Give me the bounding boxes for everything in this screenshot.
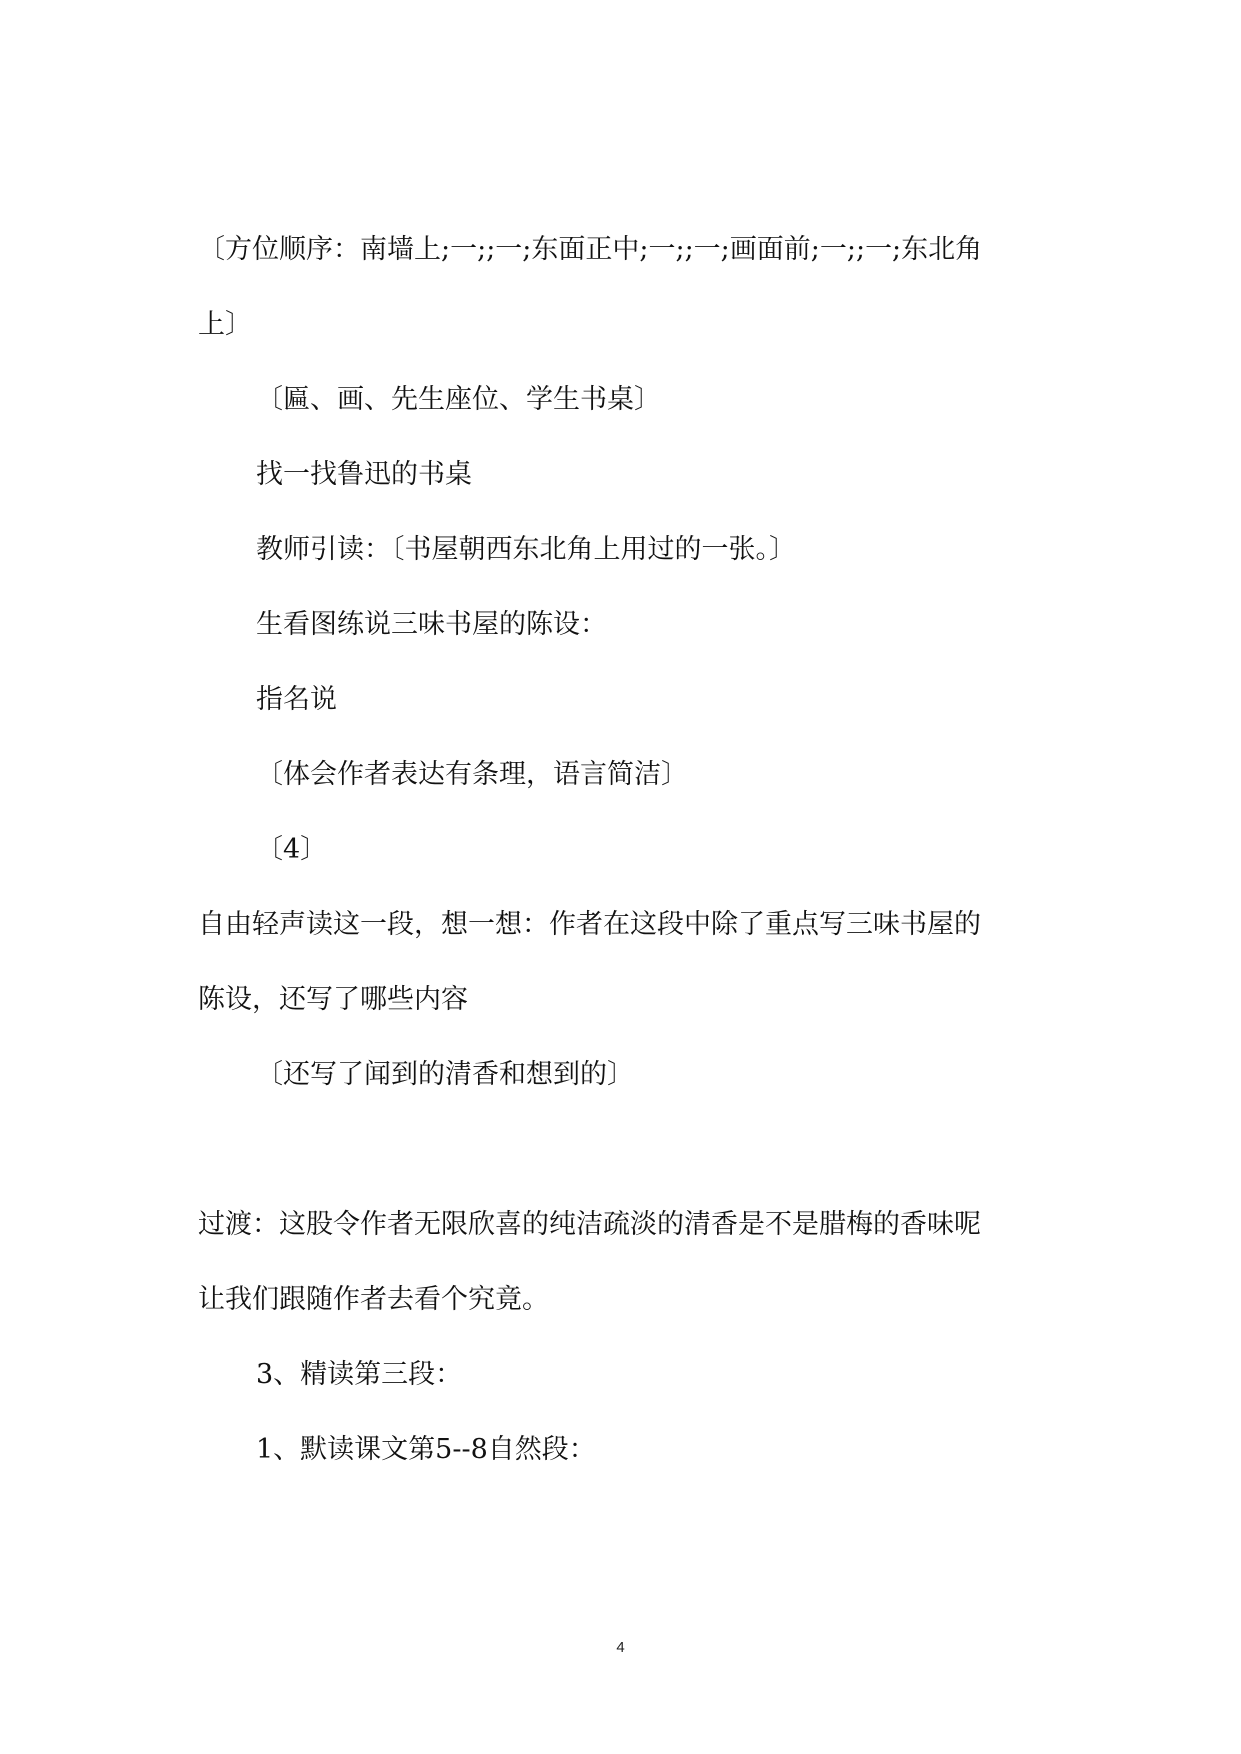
text-line-fragrance: 〔还写了闻到的清香和想到的〕 — [256, 1059, 634, 1090]
text-line-call-name: 指名说 — [256, 684, 337, 715]
text-line-furnishings: 〔匾、画、先生座位、学生书桌〕 — [256, 384, 661, 415]
text-line-free-reading-cont: 陈设，还写了哪些内容 — [198, 984, 468, 1015]
text-line-free-reading: 自由轻声读这一段，想一想：作者在这段中除了重点写三味书屋的 — [198, 909, 981, 940]
text-line-transition: 过渡：这股令作者无限欣喜的纯洁疏淡的清香是不是腊梅的香味呢 — [198, 1209, 981, 1240]
text-line-picture-talk: 生看图练说三味书屋的陈设： — [256, 609, 607, 640]
page-number: 4 — [616, 1639, 625, 1656]
text-line-silent-reading: 1、默读课文第5--8自然段： — [256, 1434, 596, 1465]
text-line-section-three: 3、精读第三段： — [256, 1359, 463, 1390]
text-line-teacher-reading: 教师引读：〔书屋朝西东北角上用过的一张。〕 — [256, 534, 796, 565]
text-line-orientation-order: 〔方位顺序：南墙上;一;;一;东面正中;一;;一;画面前;一;;一;东北角 — [198, 234, 983, 265]
text-line-find-desk: 找一找鲁迅的书桌 — [256, 459, 472, 490]
text-line-appreciate: 〔体会作者表达有条理，语言简洁〕 — [256, 759, 688, 790]
text-line-transition-cont: 让我们跟随作者去看个究竟。 — [198, 1284, 549, 1315]
text-line-section-4: 〔4〕 — [256, 834, 328, 865]
text-line-orientation-order-end: 上〕 — [198, 309, 252, 340]
